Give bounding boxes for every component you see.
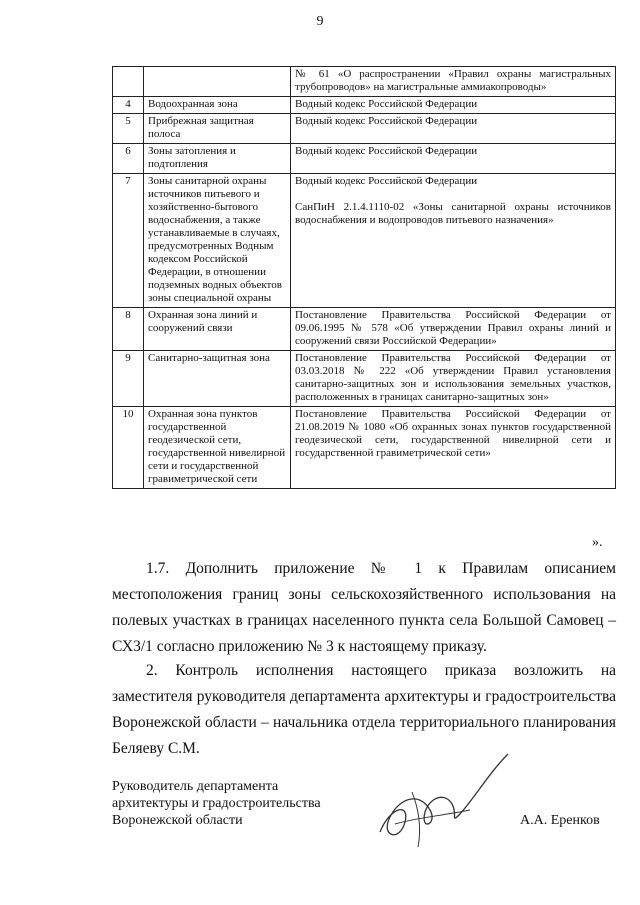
signatory-title-line: архитектуры и градостроительства [112, 796, 321, 811]
zone-name: Зоны санитарной охраны источников питьевого и хозяйственно-бытового водоснабжения, а также устанавливаемые в случаях, предусмотренных Водным кодексом Российской Федерации, в отношении подземных водных объектов зоны специальной охраны [144, 174, 291, 308]
paragraph-text: Контроль исполнения настоящего приказа возложить на заместителя руководителя департамента архитектуры и градостроительства Воронежской области – начальника отдела территориального планирования Беляеву С.М. [112, 662, 616, 757]
paragraph-number: 1.7. [146, 560, 170, 577]
row-number: 4 [113, 97, 144, 114]
paragraph-number: 2. [146, 662, 158, 679]
table-row [113, 407, 616, 489]
regulation-document: Водный кодекс Российской Федерации [295, 175, 478, 187]
row-number: 6 [113, 144, 144, 174]
zone-name: Прибрежная защитная полоса [144, 114, 291, 144]
table-row [113, 144, 616, 174]
row-number: 7 [113, 174, 144, 308]
signatory-title-line: Воронежской области [112, 813, 243, 828]
zones-table [112, 66, 616, 489]
zone-name: Охранная зона пунктов государственной геодезической сети, государственной нивелирной сети и государственной гравиметрической сети [144, 407, 291, 489]
signatory-title [112, 778, 321, 829]
handwritten-signature [360, 752, 510, 862]
regulation-cell [291, 114, 616, 144]
row-number [113, 67, 144, 97]
signatory-title-line: Руководитель департамента [112, 779, 279, 794]
zones-table-body [113, 67, 616, 489]
regulation-cell [291, 67, 616, 97]
regulation-cell [291, 144, 616, 174]
zone-name: Охранная зона линий и сооружений связи [144, 308, 291, 351]
regulation-document: Водный кодекс Российской Федерации [295, 145, 478, 157]
table-row [113, 67, 616, 97]
table-row [113, 114, 616, 144]
regulation-document: Постановление Правительства Российской Федерации от 21.08.2019 № 1080 «Об охранных зонах пунктов государственной геодезической сети, государственной нивелирной сети и государственной гравиметрической сети» [295, 408, 611, 459]
row-number: 10 [113, 407, 144, 489]
paragraph-2 [112, 658, 616, 762]
regulation-cell [291, 351, 616, 407]
regulation-cell [291, 308, 616, 351]
regulation-cell [291, 97, 616, 114]
paragraph-text: Дополнить приложение № 1 к Правилам описанием местоположения границ зоны сельскохозяйственного использования на полевых участках в границах населенного пункта села Большой Самовец – СХ3/1 согласно приложению № 3 к настоящему приказу. [112, 560, 616, 655]
zone-name: Водоохранная зона [144, 97, 291, 114]
table-row [113, 174, 616, 308]
regulation-document: СанПиН 2.1.4.1110-02 «Зоны санитарной охраны источников водоснабжения и водопроводов питьевого назначения» [295, 201, 611, 226]
row-number: 9 [113, 351, 144, 407]
regulation-document: Постановление Правительства Российской Федерации от 03.03.2018 № 222 «Об утверждении Правил установления санитарно-защитных зон и использования земельных участков, расположенных в границах санитарно-защитных зон» [295, 352, 611, 403]
paragraph-1-7 [112, 556, 616, 660]
table-row [113, 308, 616, 351]
regulation-document: Водный кодекс Российской Федерации [295, 115, 478, 127]
regulation-cell [291, 407, 616, 489]
regulation-document: Водный кодекс Российской Федерации [295, 98, 478, 110]
table-row [113, 351, 616, 407]
table-row [113, 97, 616, 114]
regulation-document: № 61 «О распространении «Правил охраны магистральных трубопроводов» на магистральные аммиакопроводы» [295, 68, 611, 93]
closing-quote: ». [592, 535, 603, 550]
page-number: 9 [316, 14, 324, 29]
regulation-document: Постановление Правительства Российской Федерации от 09.06.1995 № 578 «Об утверждении Правил охраны линий и сооружений связи Российской Федерации» [295, 309, 611, 347]
regulation-cell [291, 174, 616, 308]
zone-name [144, 67, 291, 97]
row-number: 8 [113, 308, 144, 351]
signatory-name: А.А. Еренков [520, 813, 600, 828]
zone-name: Санитарно-защитная зона [144, 351, 291, 407]
row-number: 5 [113, 114, 144, 144]
zone-name: Зоны затопления и подтопления [144, 144, 291, 174]
